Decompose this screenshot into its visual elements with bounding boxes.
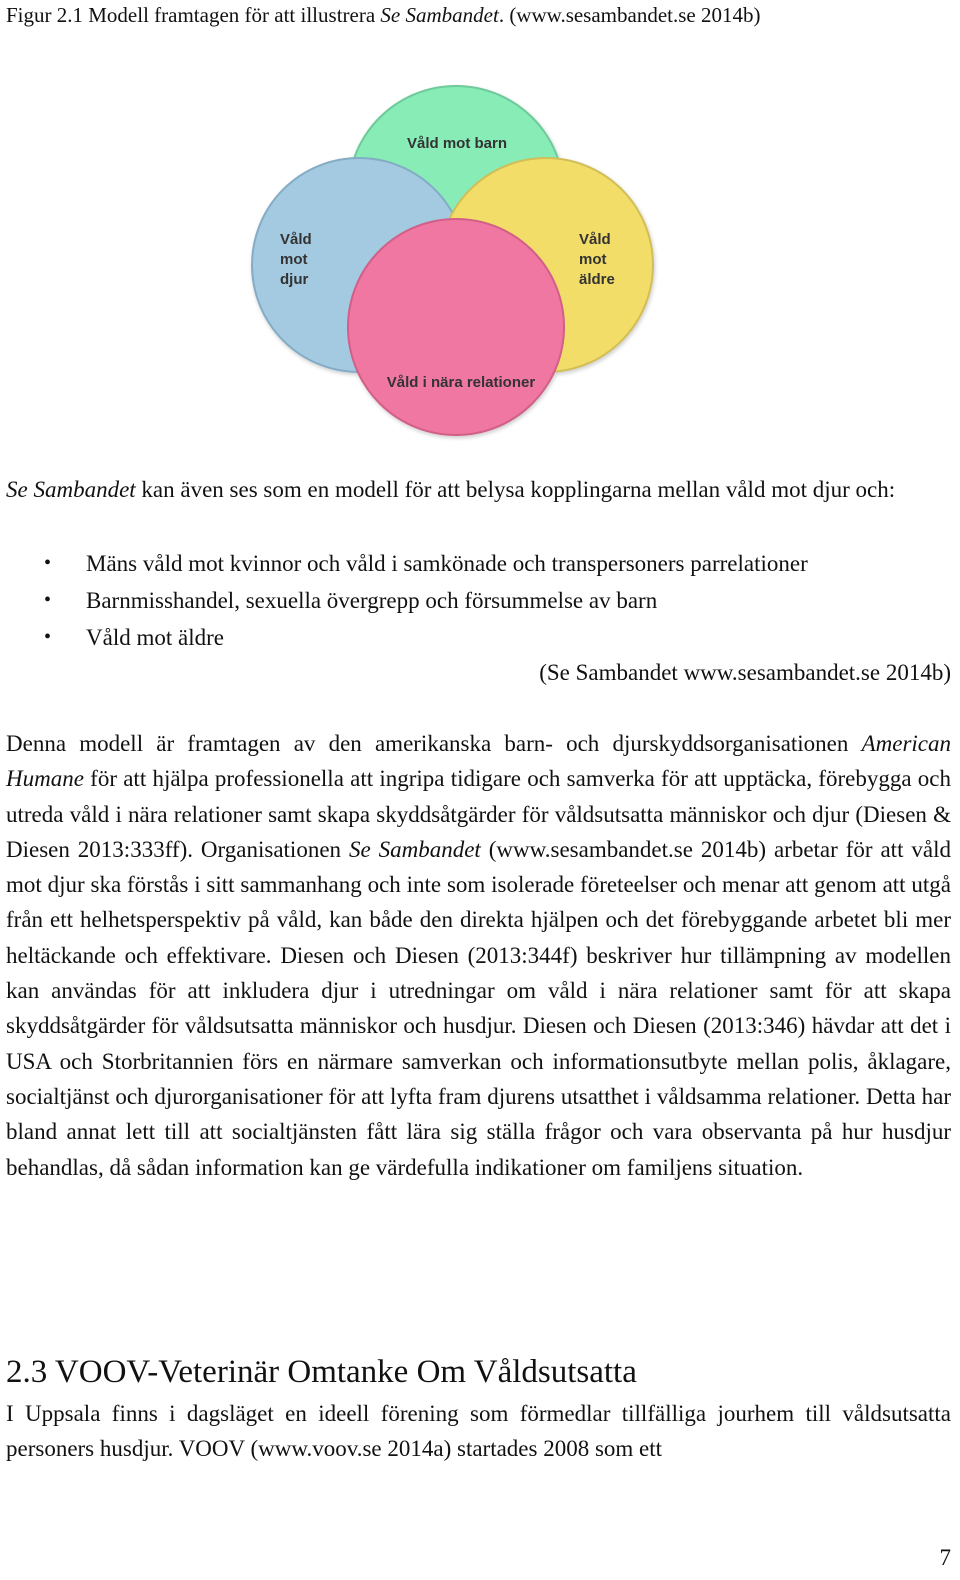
intro-paragraph bbox=[6, 472, 951, 507]
bullet-icon: • bbox=[44, 626, 52, 648]
bullet-list bbox=[0, 545, 945, 656]
label-vald-i-nara-relationer: Våld i nära relationer bbox=[386, 374, 536, 391]
caption-suffix: . (www.sesambandet.se 2014b) bbox=[498, 3, 761, 27]
label-vald-mot-barn: Våld mot barn bbox=[406, 135, 508, 152]
circle-nara-relationer bbox=[348, 219, 564, 435]
caption-italic: Se Sambandet bbox=[380, 3, 499, 27]
figure-caption bbox=[6, 2, 760, 28]
bullet-icon: • bbox=[44, 589, 52, 611]
section-heading: 2.3 VOOV-Veterinär Omtanke Om Våldsutsatta bbox=[6, 1354, 637, 1390]
venn-diagram bbox=[240, 82, 670, 442]
body-paragraph: Denna modell är framtagen av den amerikanska barn- och djurskyddsorganisationen American Humane för att hjälpa professionella att ingripa tidigare och samverka för att upptäcka, förebygga och utreda våld i nära relationer samt skapa skyddsåtgärder för våldsutsatta människor och djur (Diesen & Diesen 2013:333ff). Organisationen Se Sambandet (www.sesambandet.se 2014b) arbetar för att våld mot djur ska förstås i sitt sammanhang och inte som isolerade företeelser och menar att genom att utgå från ett helhetsperspektiv på våld, kan både den direkta hjälpen och det förebyggande arbetet bli mer heltäckande och effektivare. Diesen och Diesen (2013:344f) beskriver hur tillämpning av modellen kan användas för att inkludera djur i utredningar om våld i nära relationer samt för att skapa skyddsåtgärder för våldsutsatta människor och husdjur. Diesen och Diesen (2013:346) hävdar att det i USA och Storbritannien förs en närmare samverkan och informationsutbyte mellan polis, åklagare, socialtjänst och djurorganisationer för att lyfta fram djurens utsatthet i våldsamma relationer. Detta har bland annat lett till att socialtjänsten fått lära sig ställa frågor och vara observanta på hur husdjur behandlas, då sådan information kan ge värdefulla indikationer om familjens situation. bbox=[6, 731, 951, 1180]
label-vald-mot-aldre: Våld mot äldre bbox=[579, 231, 615, 288]
body-italic-se-sambandet: Se Sambandet bbox=[348, 836, 481, 862]
bullet-icon: • bbox=[44, 552, 52, 574]
list-item: • Våld mot äldre bbox=[0, 619, 945, 656]
intro-italic: Se Sambandet bbox=[6, 477, 136, 502]
label-vald-mot-djur: Våld mot djur bbox=[280, 231, 312, 288]
bullet-source: (Se Sambandet www.sesambandet.se 2014b) bbox=[539, 660, 951, 685]
page-number: 7 bbox=[939, 1545, 951, 1570]
intro-text: kan även ses som en modell för att belysa kopplingarna mellan våld mot djur och: bbox=[135, 477, 896, 502]
body-italic-american-humane: American Humane bbox=[6, 731, 951, 792]
section-paragraph: I Uppsala finns i dagsläget en ideell förening som förmedlar tillfälliga jourhem till våldsutsatta personers husdjur. VOOV (www.voov.se 2014a) startades 2008 som ett bbox=[6, 1401, 951, 1462]
list-item: • Barnmisshandel, sexuella övergrepp och försummelse av barn bbox=[0, 582, 945, 619]
caption-prefix: Figur 2.1 Modell framtagen för att illustrera bbox=[6, 3, 381, 27]
list-item: • Mäns våld mot kvinnor och våld i samkönade och transpersoners parrelationer bbox=[0, 545, 945, 582]
